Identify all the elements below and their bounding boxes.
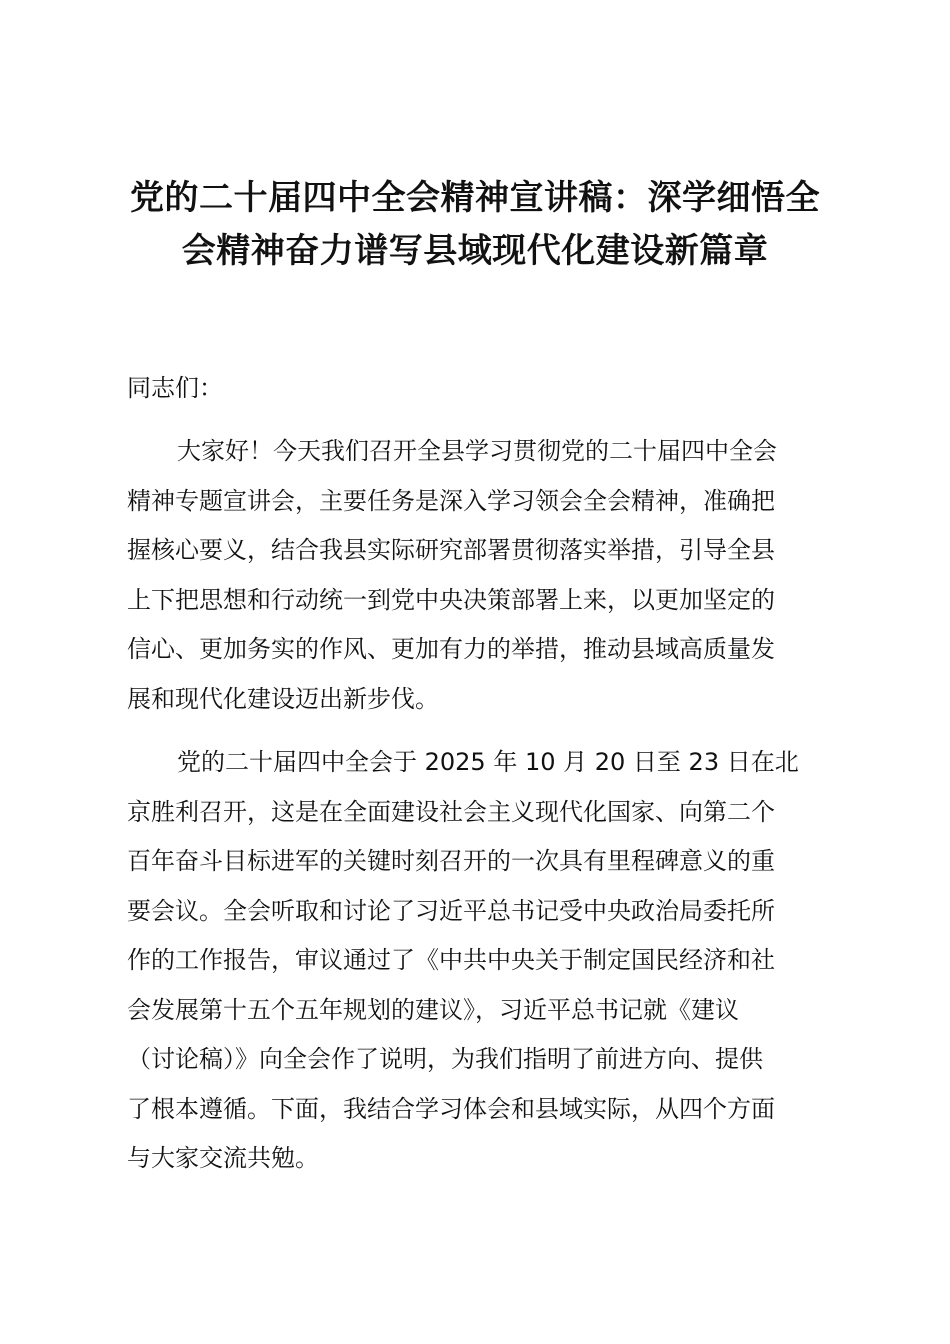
paragraph-2	[127, 738, 821, 1184]
title-line-1: 党的二十届四中全会精神宣讲稿：深学细悟全	[130, 178, 820, 218]
document-body	[127, 364, 821, 1198]
paragraph-line: 精神专题宣讲会，主要任务是深入学习领会全会精神，准确把	[127, 486, 775, 515]
paragraph-line: 要会议。全会听取和讨论了习近平总书记受中央政治局委托所	[127, 896, 775, 925]
paragraph-line: 了根本遵循。下面，我结合学习体会和县域实际，从四个方面	[127, 1094, 775, 1123]
paragraph-line: 会发展第十五个五年规划的建议》，习近平总书记就《建议	[127, 995, 739, 1024]
paragraph-line: 与大家交流共勉。	[127, 1144, 319, 1172]
document-title	[110, 172, 840, 278]
paragraph-line: 上下把思想和行动统一到党中央决策部署上来，以更加坚定的	[127, 585, 775, 614]
paragraph-line: 百年奋斗目标进军的关键时刻召开的一次具有里程碑意义的重	[127, 847, 775, 875]
paragraph-1	[127, 427, 821, 724]
paragraph-line: 党的二十届四中全会于 2025 年 10 月 20 日至 23 日在北	[177, 748, 799, 776]
paragraph-line: 握核心要义，结合我县实际研究部署贯彻落实举措，引导全县	[127, 536, 775, 564]
paragraph-line: 展和现代化建设迈出新步伐。	[127, 684, 439, 713]
paragraph-line: （讨论稿）》向全会作了说明，为我们指明了前进方向、提供	[127, 1045, 763, 1073]
paragraph-line: 大家好！今天我们召开全县学习贯彻党的二十届四中全会	[177, 437, 777, 465]
title-line-2: 会精神奋力谱写县域现代化建设新篇章	[181, 231, 769, 271]
paragraph-line: 信心、更加务实的作风、更加有力的举措，推动县域高质量发	[127, 635, 775, 663]
paragraph-line: 京胜利召开，这是在全面建设社会主义现代化国家、向第二个	[127, 797, 775, 826]
salutation: 同志们：	[127, 374, 223, 402]
paragraph-line: 作的工作报告，审议通过了《中共中央关于制定国民经济和社	[127, 946, 775, 974]
